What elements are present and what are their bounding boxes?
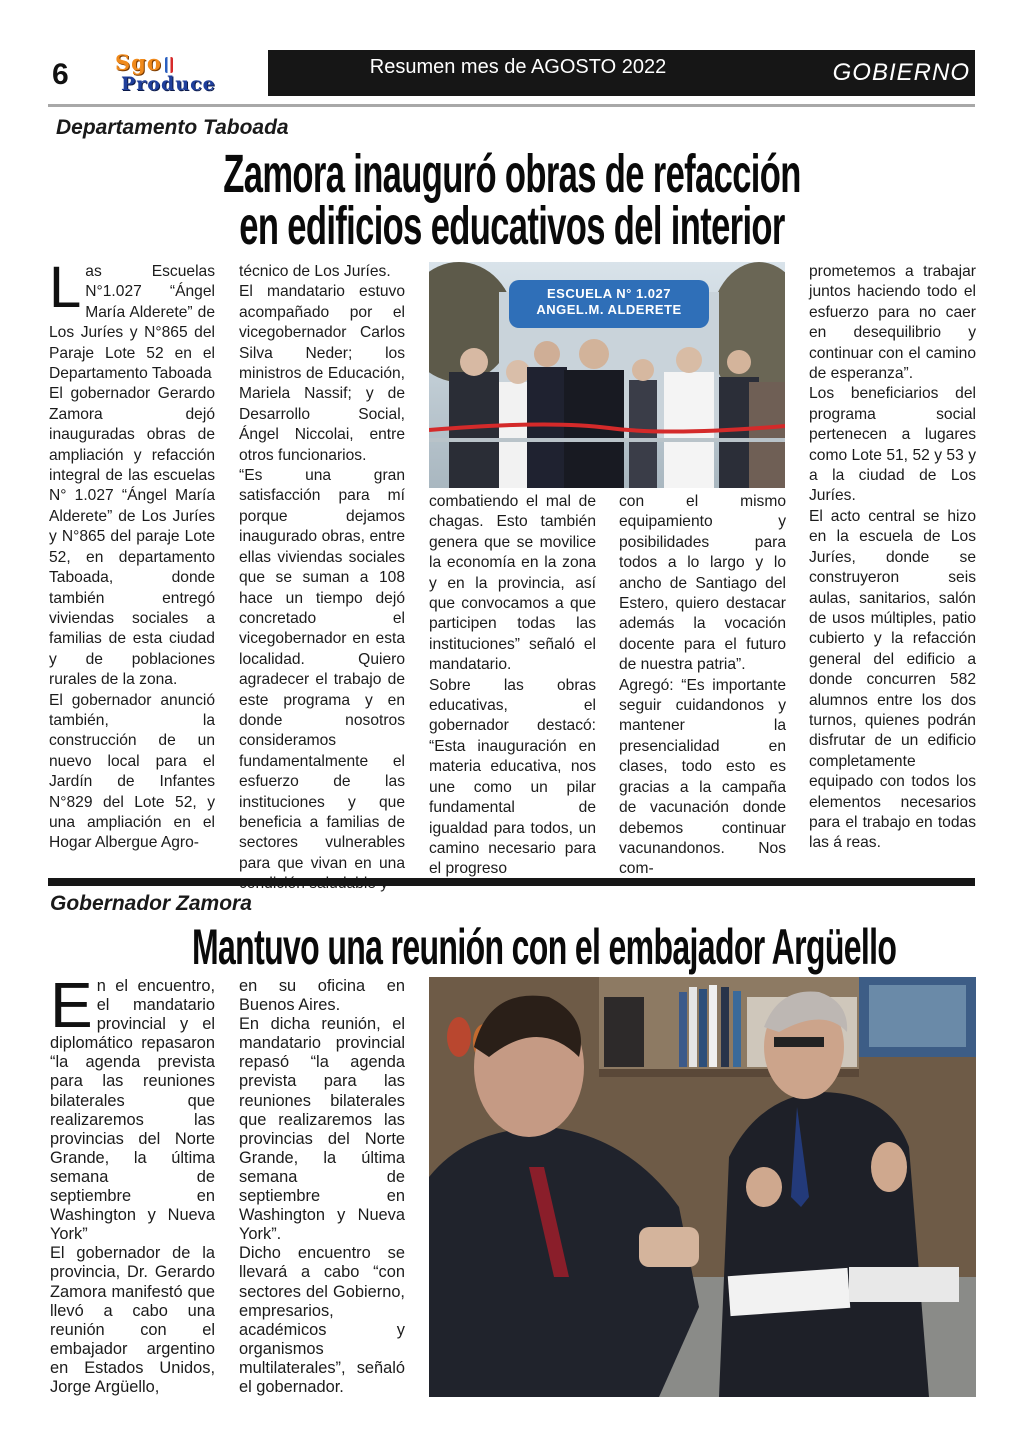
paragraph: El gobernador anunció también, la construcción de un nuevo local para el Jardín de Infantes N°829 del Lote 52, y una ampliación en el Hogar Albergue Agro- — [49, 691, 215, 852]
dropcap: E — [50, 969, 93, 1041]
paragraph: prometemos a trabajar juntos haciendo todo el esfuerzo para no caer en desequilibrio y continuar con el camino de esperanza”. — [809, 263, 976, 383]
publication-logo — [115, 52, 260, 96]
article1-headline — [192, 144, 832, 256]
paragraph: Sobre las obras educativas, el gobernador destacó: “Esta inauguración en materia educativa, nos une como un pilar fundamental de igualdad para todos, un camino necesario para el progreso — [429, 676, 596, 878]
paragraph: técnico de Los Juríes. — [239, 263, 391, 280]
article1-column-4 — [619, 492, 786, 880]
paragraph: en su oficina en Buenos Aires. — [239, 977, 405, 1015]
paragraph: El mandatario estuvo acompañado por el vicegobernador Carlos Silva Neder; los ministros de Educación, Mariela Nassif; y de Desarrollo Social, Ángel Niccolai, entre otros funcionarios. — [239, 283, 405, 464]
article2-kicker: Gobernador Zamora — [50, 892, 252, 915]
issue-title: Resumen mes de AGOSTO 2022 — [369, 56, 667, 78]
article2-column-1 — [50, 969, 215, 1397]
page-number: 6 — [52, 58, 69, 91]
paragraph: Los beneficiarios del programa social pertenecen a lugares como Lote 51, 52 y 53 y a la ciudad de Los Juríes. — [809, 385, 976, 505]
article1-column-3 — [429, 492, 596, 880]
paragraph: El gobernador Gerardo Zamora dejó inauguradas obras de ampliación y refacción integral de las escuelas N° 1.027 “Ángel María Alderete” de Los Juríes y N°865 del paraje Lote 52, en departamento Taboada, donde también entregó viviendas sociales a familias de esta ciudad y de poblaciones rurales de la zona. — [49, 385, 215, 689]
paragraph: En dicha reunión, el mandatario provincial repasó “la agenda prevista para las reuniones bilaterales que realizaremos las provincias del Norte Grande, la última semana de septiembre en Washington y Nueva York”. — [239, 1015, 405, 1244]
paragraph: Agregó: “Es importante seguir cuidandonos y mantener la presencialidad en clases, todo esto es gracias a la campaña de vacunación donde debemos continuar vacunandonos. Nos com- — [619, 676, 786, 878]
header-divider — [48, 104, 975, 107]
paragraph: as Escuelas N°1.027 “Ángel María Alderete” de Los Juríes y N°865 del Paraje Lote 52 en el Departamento Taboada — [49, 263, 215, 383]
section-divider — [48, 878, 975, 886]
inauguration-photo — [429, 262, 785, 488]
school-sign-line2: ANGEL.M. ALDERETE — [536, 302, 682, 317]
paragraph: El acto central se hizo en la escuela de Los Juríes, donde se construyeron seis aulas, sanitarios, salón de usos múltiples, patio cubierto y la refacción general del edificio a donde concurren 582 alumnos entre los dos turnos, quienes podrán disfrutar de un edificio completamente equipado con todos los elementos necesarios para el trabajo en todas las á reas. — [809, 507, 976, 852]
dropcap: L — [49, 255, 82, 320]
article1-column-2 — [239, 262, 405, 895]
paragraph: combatiendo el mal de chagas. Esto también genera que se movilice la economía en la zona y en la provincia, así que convocamos a que participen todas las instituciones” señaló el mandatario. — [429, 493, 596, 674]
paragraph: “Es una gran satisfacción para mí porque dejamos inaugurado obras, entre ellas viviendas sociales que se suman a 108 hace un tiempo dejó concretado el vicegobernador en esta localidad. Quiero agradecer el trabajo de este programa y en donde nosotros consideramos fundamentalmente el esfuerzo de las instituciones y que beneficia a familias de sectores vulnerables para que vivan en una — [239, 467, 405, 872]
paragraph: El gobernador de la provincia, Dr. Gerardo Zamora manifestó que llevó a cabo una reunión con el embajador argentino en Estados Unidos, Jorge Argüello, — [50, 1244, 215, 1396]
logo-line1: Sgo — [115, 50, 162, 75]
paragraph: n el encuentro, el mandatario provincial y el diplomático repasaron “la agenda prevista para las reuniones bilaterales que realizaremos las provincias del Norte Grande, la última semana de septiembre en Washington y Nueva York” — [50, 977, 215, 1244]
meeting-photo — [429, 977, 976, 1397]
school-sign — [524, 286, 694, 318]
article1-kicker: Departamento Taboada — [56, 116, 289, 139]
article2-column-2 — [239, 977, 405, 1397]
logo-line2: Produce — [121, 73, 216, 95]
article1-headline-line2: en edificios educativos del interior — [239, 196, 785, 256]
article2-headline: Mantuvo una reunión con el embajador Argüello — [192, 919, 897, 975]
flag-icon — [165, 57, 173, 73]
section-label: GOBIERNO — [832, 59, 970, 86]
article1-column-5 — [809, 262, 976, 854]
meeting-photo-illustration — [429, 977, 976, 1397]
school-sign-line1: ESCUELA N° 1.027 — [547, 286, 671, 301]
article1-column-1 — [49, 255, 215, 854]
paragraph: Dicho encuentro se llevará a cabo “con sectores del Gobierno, empresarios, académicos y organismos multilaterales”, señaló el gobernador. — [239, 1244, 405, 1396]
article1-headline-line1: Zamora inauguró obras de refacción — [223, 144, 801, 204]
paragraph: con el mismo equipamiento y posibilidades para todos a lo largo y lo ancho de Santiago del Estero, quiero destacar además la vocación docente para el futuro de nuestra patria”. — [619, 493, 786, 674]
